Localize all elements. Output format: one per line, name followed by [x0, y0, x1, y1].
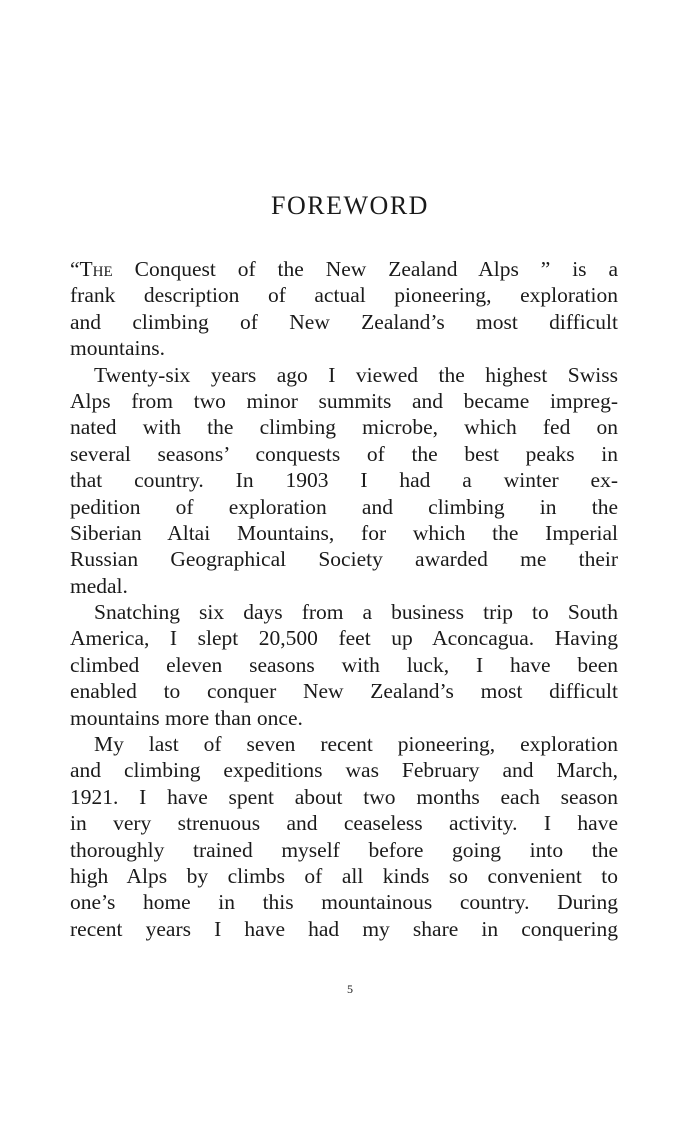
text-line: My last of seven recent pioneering, exploration	[94, 732, 618, 757]
page-number: 5	[347, 982, 353, 996]
line-remainder: Conquest of the New Zealand Alps ” is a	[112, 257, 618, 281]
text-line	[70, 256, 618, 282]
opening-quote: “	[70, 257, 80, 281]
text-line: Snatching six days from a business trip to South	[94, 600, 618, 625]
text-line: enabled to conquer New Zealand’s most difficult	[70, 679, 618, 704]
text-line: in very strenuous and ceaseless activity. I have	[70, 811, 618, 836]
text-line: medal.	[70, 573, 128, 598]
text-line: Alps from two minor summits and became impreg-	[70, 388, 618, 413]
text-line: nated with the climbing microbe, which fed on	[70, 415, 618, 440]
text-line: Twenty-six years ago I viewed the highest Swiss	[94, 362, 618, 387]
text-line: and climbing expeditions was February and March,	[70, 758, 618, 783]
foreword-text	[70, 256, 618, 942]
text-line: several seasons’ conquests of the best peaks in	[70, 441, 618, 466]
text-line: recent years I have had my share in conquering	[70, 916, 618, 941]
small-caps-lead: The	[79, 257, 113, 281]
text-line: mountains.	[70, 336, 165, 361]
page-title: FOREWORD	[271, 191, 429, 220]
text-line: Siberian Altai Mountains, for which the Imperial	[70, 520, 618, 545]
text-line: America, I slept 20,500 feet up Aconcagua. Having	[70, 626, 618, 651]
text-line: thoroughly trained myself before going into the	[70, 837, 618, 862]
text-line: climbed eleven seasons with luck, I have been	[70, 652, 618, 677]
text-line: 1921. I have spent about two months each season	[70, 784, 618, 809]
text-line: pedition of exploration and climbing in the	[70, 494, 618, 519]
text-line: Russian Geographical Society awarded me their	[70, 547, 618, 572]
text-line: and climbing of New Zealand’s most difficult	[70, 309, 618, 334]
text-line: one’s home in this mountainous country. During	[70, 890, 618, 915]
text-line: that country. In 1903 I had a winter ex-	[70, 468, 618, 493]
text-line: high Alps by climbs of all kinds so convenient to	[70, 863, 618, 888]
text-line: frank description of actual pioneering, exploration	[70, 283, 618, 308]
text-line: mountains more than once.	[70, 705, 303, 730]
